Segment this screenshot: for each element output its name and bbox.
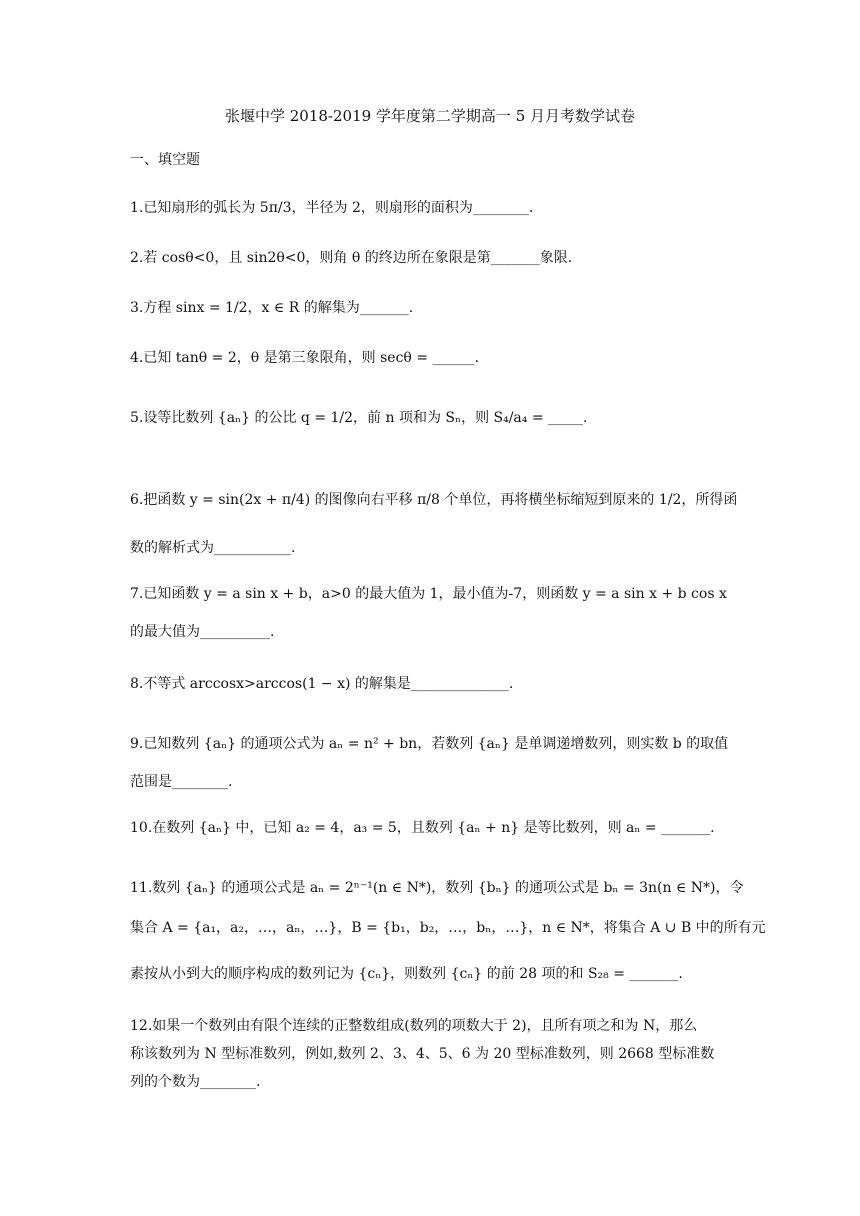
problem-12-line-3: 列的个数为________.: [130, 1074, 261, 1090]
problem-11-line-3: 素按从小到大的顺序构成的数列记为 {cₙ}，则数列 {cₙ} 的前 28 项的和 S₂₈ = _______.: [130, 966, 683, 982]
problem-number: 3.: [130, 300, 144, 316]
page-title: 张堰中学 2018-2019 学年度第二学期高一 5 月月考数学试卷: [224, 107, 636, 125]
problem-12-line-1: [130, 1016, 697, 1036]
problem-7-line-1: [130, 584, 727, 604]
problem-number: 8.: [130, 676, 144, 692]
problem-9-line-1: [130, 734, 728, 754]
problem-number: 12.: [130, 1018, 153, 1034]
problem-number: 9.: [130, 736, 144, 752]
problem-text: 若 cosθ<0，且 sin2θ<0，则角 θ 的终边所在象限是第_______象限.: [143, 250, 573, 266]
problem-text: 已知扇形的弧长为 5π/3，半径为 2，则扇形的面积为________.: [143, 200, 534, 216]
problem-2: [130, 248, 572, 268]
problem-text: 设等比数列 {aₙ} 的公比 q = 1/2，前 n 项和为 Sₙ，则 S₄/a₄ = _____.: [143, 410, 588, 426]
problem-11-line-1: [130, 878, 744, 898]
problem-number: 11.: [130, 880, 153, 896]
problem-text: 把函数 y = sin(2x + π/4) 的图像向右平移 π/8 个单位，再将横坐标缩短到原来的 1/2，所得函: [143, 492, 738, 508]
problem-number: 1.: [130, 200, 144, 216]
problem-11-line-2: 集合 A = {a₁，a₂，…，aₙ，…}，B = {b₁，b₂，…，bₙ，…}，n ∈ N*，将集合 A ∪ B 中的所有元: [130, 920, 766, 936]
problem-text: 已知函数 y = a sin x + b，a>0 的最大值为 1，最小值为-7，则函数 y = a sin x + b cos x: [143, 586, 727, 602]
problem-10: [130, 818, 715, 838]
problem-number: 4.: [130, 350, 144, 366]
problem-text: 在数列 {aₙ} 中，已知 a₂ = 4，a₃ = 5，且数列 {aₙ + n} 是等比数列，则 aₙ = _______.: [152, 820, 715, 836]
problem-text: 不等式 arccosx>arccos(1 − x) 的解集是______________.: [143, 676, 514, 692]
problem-text: 数列 {aₙ} 的通项公式是 aₙ = 2ⁿ⁻¹(n ∈ N*)，数列 {bₙ} 的通项公式是 bₙ = 3n(n ∈ N*)，令: [152, 880, 744, 896]
problem-number: 7.: [130, 586, 144, 602]
problem-3: [130, 298, 413, 318]
problem-5: [130, 408, 587, 428]
problem-4: [130, 348, 479, 368]
problem-6-line-2: 数的解析式为___________.: [130, 540, 296, 556]
problem-1: [130, 198, 533, 218]
problem-text: 已知 tanθ = 2，θ 是第三象限角，则 secθ = ______.: [143, 350, 479, 366]
section-heading: 一、填空题: [130, 152, 200, 168]
problem-text: 如果一个数列由有限个连续的正整数组成(数列的项数大于 2)，且所有项之和为 N，那么: [152, 1018, 698, 1034]
problem-number: 2.: [130, 250, 144, 266]
problem-9-line-2: 范围是________.: [130, 774, 233, 790]
problem-text: 方程 sinx = 1/2，x ∈ R 的解集为_______.: [143, 300, 414, 316]
problem-8: [130, 674, 513, 694]
problem-number: 5.: [130, 410, 144, 426]
problem-12-line-2: 称该数列为 N 型标准数列，例如,数列 2、3、4、5、6 为 20 型标准数列，则 2668 型标准数: [130, 1046, 715, 1062]
problem-text: 已知数列 {aₙ} 的通项公式为 aₙ = n² + bn，若数列 {aₙ} 是单调递增数列，则实数 b 的取值: [143, 736, 729, 752]
problem-7-line-2: 的最大值为__________.: [130, 624, 275, 640]
problem-number: 10.: [130, 820, 153, 836]
problem-number: 6.: [130, 492, 144, 508]
problem-6-line-1: [130, 490, 737, 510]
